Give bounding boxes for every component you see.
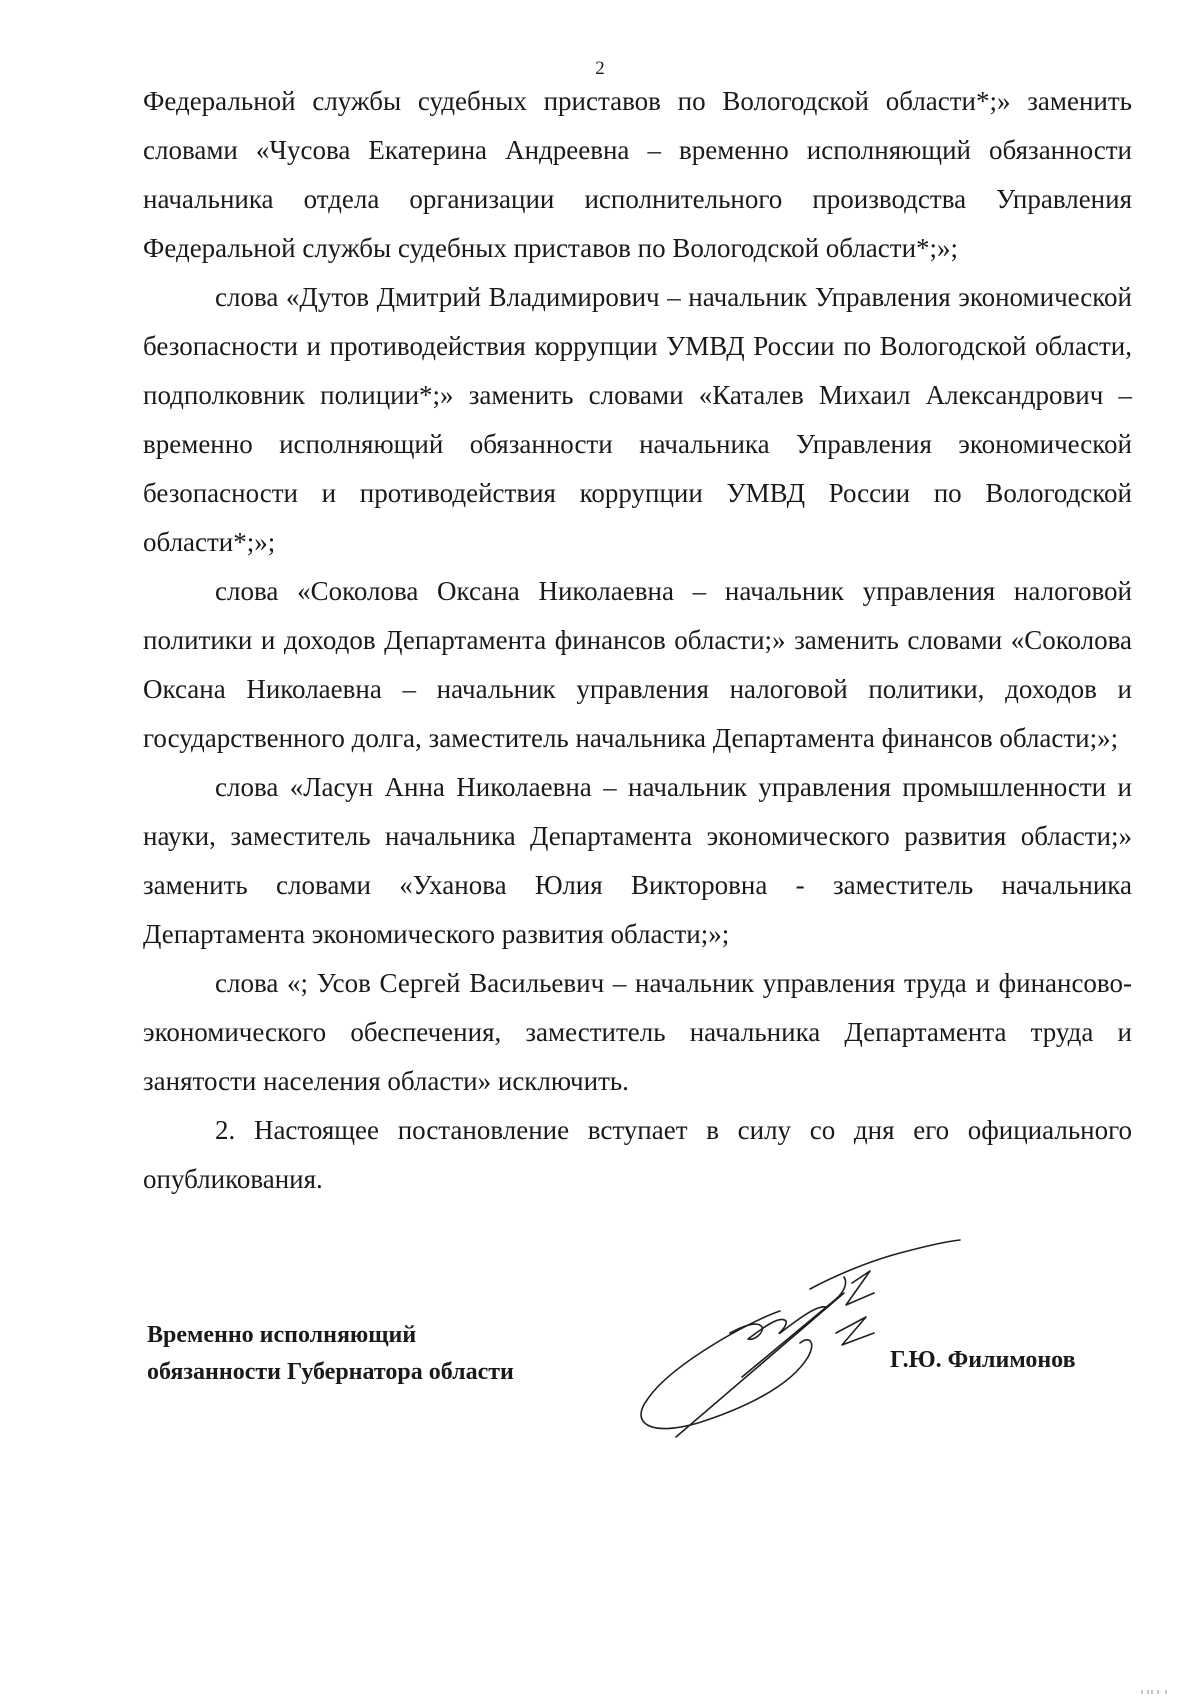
paragraph-effective-date: 2. Настоящее постановление вступает в силу со дня его официального опубликования. — [143, 1115, 1132, 1194]
signatory-title-line-1: Временно исполняющий — [147, 1322, 417, 1348]
paragraph-lasun: слова «Ласун Анна Николаевна – начальник управления промышленности и науки, заместитель начальника Департамента экономического развития области;» заменить словами «Уханова Юлия Викторовна - заместитель начальника Департамента экономического развития области;»; — [143, 772, 1132, 949]
paragraph-sokolova: слова «Соколова Оксана Николаевна – начальник управления налоговой политики и доходов Департамента финансов области;» заменить словами «Соколова Оксана Николаевна – начальник управления налоговой политики, доходов и государственного долга, заместитель начальника Департамента финансов области;»; — [143, 576, 1132, 753]
paragraph-continuation: Федеральной службы судебных приставов по Вологодской области*;» заменить словами «Чусова Екатерина Андреевна – временно исполняющий обязанности начальника отдела организации исполнительного производства Управления Федеральной службы судебных приставов по Вологодской области*;»; — [143, 86, 1132, 263]
signatory-title — [147, 1317, 514, 1391]
scan-artifact-marks — [1140, 1690, 1180, 1694]
handwritten-signature — [630, 1225, 1050, 1440]
paragraph-dutov: слова «Дутов Дмитрий Владимирович – начальник Управления экономической безопасности и противодействия коррупции УМВД России по Вологодской области, подполковник полиции*;» заменить словами «Каталев Михаил Александрович – временно исполняющий обязанности начальника Управления экономической безопасности и противодействия коррупции УМВД России по Вологодской области*;»; — [143, 282, 1132, 557]
signatory-name: Г.Ю. Филимонов — [890, 1347, 1076, 1373]
paragraph-usov: слова «; Усов Сергей Васильевич – начальник управления труда и финансово-экономического обеспечения, заместитель начальника Департамента труда и занятости населения области» исключить. — [143, 968, 1132, 1096]
document-body — [143, 77, 1132, 1204]
page-number: 2 — [595, 58, 605, 79]
signatory-title-line-2: обязанности Губернатора области — [147, 1359, 514, 1385]
